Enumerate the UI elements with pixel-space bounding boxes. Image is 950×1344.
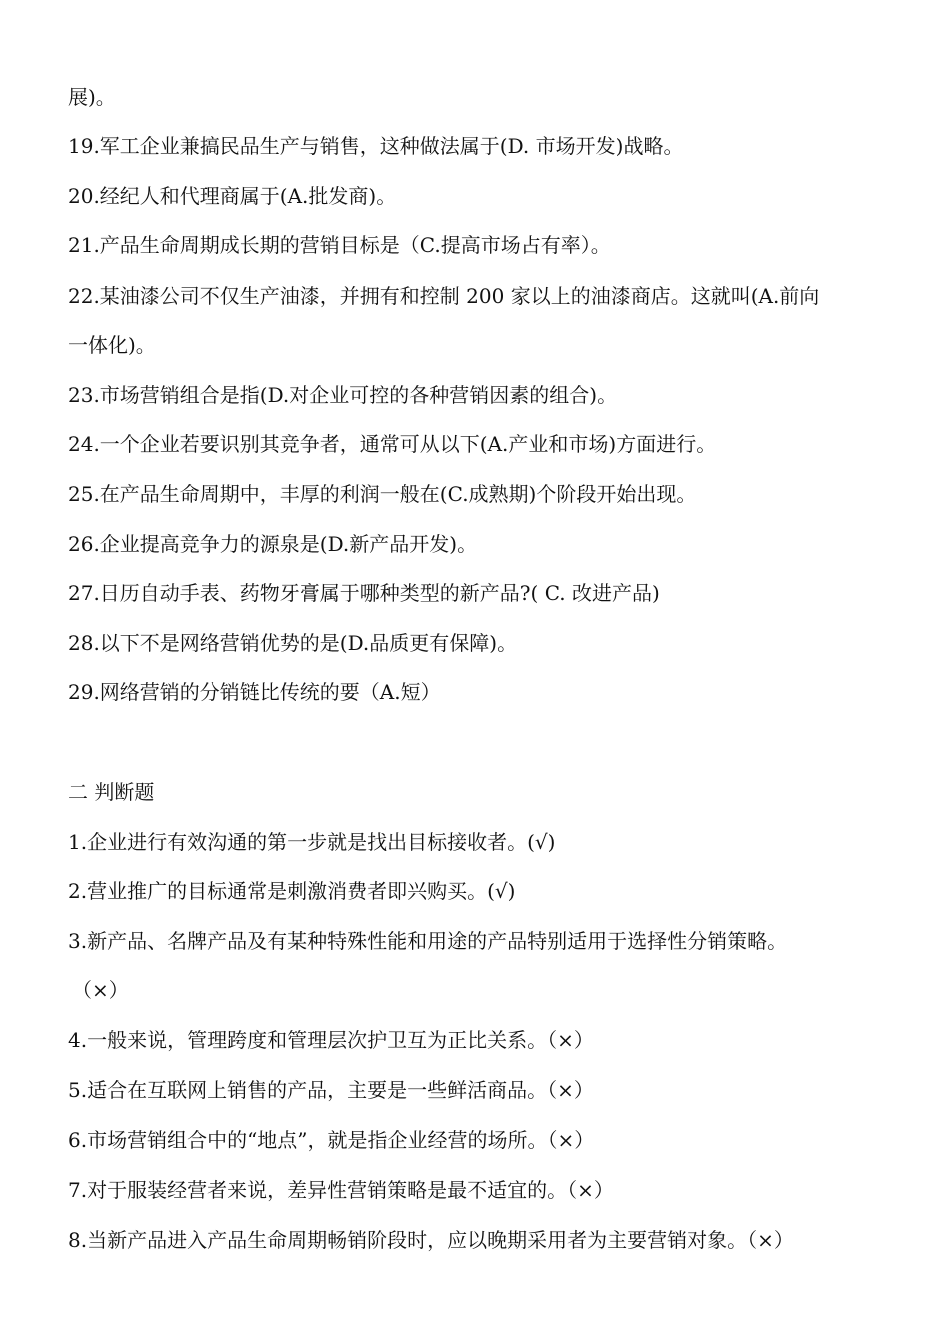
- text-line: 6.市场营销组合中的“地点”，就是指企业经营的场所。（×）: [68, 1128, 595, 1152]
- text-line: 22.某油漆公司不仅生产油漆，并拥有和控制 200 家以上的油漆商店。这就叫(A.前向: [68, 284, 820, 308]
- text-line: 4.一般来说，管理跨度和管理层次护卫互为正比关系。（×）: [68, 1028, 594, 1052]
- text-line: 27.日历自动手表、药物牙膏属于哪种类型的新产品?( C. 改进产品): [68, 581, 660, 605]
- text-line: 25.在产品生命周期中，丰厚的利润一般在(C.成熟期)个阶段开始出现。: [68, 482, 697, 506]
- text-line: 29.网络营销的分销链比传统的要（A.短）: [68, 680, 441, 704]
- text-line: （×）: [72, 978, 129, 1002]
- text-line: 1.企业进行有效沟通的第一步就是找出目标接收者。(√): [68, 830, 556, 854]
- text-line: 5.适合在互联网上销售的产品，主要是一些鲜活商品。（×）: [68, 1078, 594, 1102]
- text-line: 一体化)。: [68, 333, 156, 357]
- section-title: 二 判断题: [68, 780, 155, 804]
- text-line: 8.当新产品进入产品生命周期畅销阶段时，应以晚期采用者为主要营销对象。（×）: [68, 1228, 794, 1252]
- text-line: 19.军工企业兼搞民品生产与销售，这种做法属于(D. 市场开发)战略。: [68, 134, 684, 158]
- text-line: 23.市场营销组合是指(D.对企业可控的各种营销因素的组合)。: [68, 383, 618, 407]
- text-line: 展)。: [68, 85, 116, 109]
- text-line: 28.以下不是网络营销优势的是(D.品质更有保障)。: [68, 631, 518, 655]
- text-line: 20.经纪人和代理商属于(A.批发商)。: [68, 184, 397, 208]
- text-line: 3.新产品、名牌产品及有某种特殊性能和用途的产品特别适用于选择性分销策略。: [68, 929, 788, 953]
- text-line: 21.产品生命周期成长期的营销目标是（C.提高市场占有率）。: [68, 233, 611, 257]
- text-line: 26.企业提高竞争力的源泉是(D.新产品开发)。: [68, 532, 478, 556]
- text-line: 2.营业推广的目标通常是刺激消费者即兴购买。(√): [68, 879, 516, 903]
- text-line: 24.一个企业若要识别其竞争者，通常可从以下(A.产业和市场)方面进行。: [68, 432, 717, 456]
- text-line: 7.对于服装经营者来说，差异性营销策略是最不适宜的。（×）: [68, 1178, 614, 1202]
